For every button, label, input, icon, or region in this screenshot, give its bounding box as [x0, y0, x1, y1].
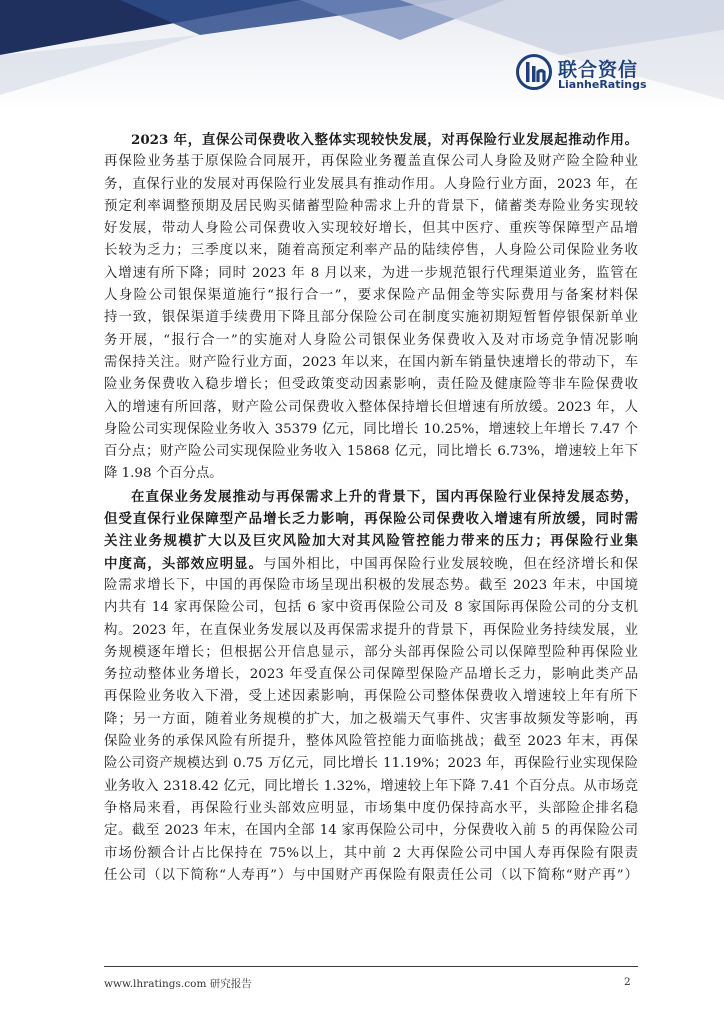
- paragraph-line: 降 1.98 个百分点。: [104, 466, 223, 482]
- logo-english-name: LianheRatings: [558, 78, 647, 91]
- paragraph-line: 任公司（以下简称“人寿再”）与中国财产再保险有限责任公司（以下简称“财产再”）: [104, 867, 638, 883]
- paragraph-line: 入的增速有所回落，财产险公司保费收入整体保持增长但增速有所放缓。2023 年，人: [104, 399, 638, 415]
- paragraph-line: 险公司资产规模达到 0.75 万亿元，同比增长 11.19%；2023 年，再保险行业实现保险: [104, 756, 638, 772]
- lianhe-logo: [516, 54, 676, 94]
- paragraph-line: [104, 129, 638, 151]
- paragraph-line: 长较为乏力；三季度以来，随着高预定利率产品的陆续停售，人身险公司保险业务收: [104, 243, 638, 259]
- paragraph-line: 再保险业务收入下滑，受上述因素影响，再保险公司整体保费收入增速较上年有所下: [104, 689, 638, 705]
- paragraph-line: 构。2023 年，在直保业务发展以及再保需求提升的背景下，再保险业务持续发展，业: [104, 622, 638, 638]
- paragraph-line: 百分点；财产险公司实现保险业务收入 15868 亿元，同比增长 6.73%，增速较上年下: [104, 444, 638, 460]
- paragraph-line: [104, 486, 638, 508]
- paragraph-line: 定。截至 2023 年末，在国内全部 14 家再保险公司中，分保费收入前 5 的再保险公司: [104, 823, 638, 839]
- paragraph-line: 争格局来看，再保险行业头部效应明显，市场集中度仍保持高水平，头部险企排名稳: [104, 800, 638, 816]
- paragraph-line: 保险业务的承保风险有所提升，整体风险管控能力面临挑战；截至 2023 年末，再保: [104, 734, 638, 750]
- paragraph-text: 与国外相比，中国再保险行业发展较晚，但在经济增长和保: [263, 556, 639, 572]
- bold-lead: 中度高，头部效应明显。: [104, 555, 264, 572]
- paragraph-line: 预定利率调整预期及居民购买储蓄型险种需求上升的背景下，储蓄类寿险业务实现较: [104, 198, 638, 214]
- paragraph-line: 降；另一方面，随着业务规模的扩大，加之极端天气事件、灾害事故频发等影响，再: [104, 711, 638, 727]
- paragraph-line: 需保持关注。财产险行业方面，2023 年以来，在国内新车销量快速增长的带动下，车: [104, 354, 638, 370]
- report-body: [104, 129, 638, 887]
- paragraph-line: 好发展，带动人身险公司保费收入实现较好增长，但其中医疗、重疾等保障型产品增: [104, 221, 638, 237]
- paragraph-line: [104, 508, 638, 530]
- paragraph-line: 再保险业务基于原保险合同展开，再保险业务覆盖直保公司人身险及财产险全险种业: [104, 154, 638, 170]
- footer-divider: [104, 966, 638, 967]
- paragraph-line: [104, 530, 638, 552]
- paragraph-line: 务拉动整体业务增长，2023 年受直保公司保障型保险产品增长乏力，影响此类产品: [104, 667, 638, 683]
- paragraph-line: 务规模逐年增长；但根据公开信息显示，部分头部再保险公司以保障型险种再保险业: [104, 644, 638, 660]
- paragraph-line: [104, 553, 638, 575]
- paragraph-line: 持一致，银保渠道手续费用下降且部分保险公司在制度实施初期短暂暂停银保新单业: [104, 310, 638, 326]
- paragraph-line: 务，直保行业的发展对再保险行业发展具有推动作用。人身险行业方面，2023 年，在: [104, 176, 638, 192]
- paragraph-2: [104, 486, 638, 887]
- paragraph-line: 人身险公司银保渠道施行“报行合一”，要求保险产品佣金等实际费用与备案材料保: [104, 288, 638, 304]
- page-number: 2: [624, 976, 631, 988]
- logo-chinese-name: 联合资信: [558, 59, 639, 81]
- bold-lead: 2023 年，直保公司保费收入整体实现较快发展，对再保险行业发展起推动作用。: [131, 132, 638, 148]
- paragraph-line: 险需求增长下，中国的再保险市场呈现出积极的发展态势。截至 2023 年末，中国境: [104, 577, 638, 593]
- bold-lead: 在直保业务发展推动与再保需求上升的背景下，国内再保险行业保持发展态势，: [131, 488, 638, 505]
- paragraph-line: 内共有 14 家再保险公司，包括 6 家中资再保险公司及 8 家国际再保险公司的分支机: [104, 600, 638, 616]
- paragraph-line: 险业务保费收入稳步增长；但受政策变动因素影响，责任险及健康险等非车险保费收: [104, 377, 638, 393]
- paragraph-1: [104, 129, 638, 486]
- paragraph-line: 入增速有所下降；同时 2023 年 8 月以来，为进一步规范银行代理渠道业务，监管在: [104, 265, 638, 281]
- bold-lead: 但受直保行业保障型产品增长乏力影响，再保险公司保费收入增速有所放缓，同时需: [104, 511, 638, 528]
- footer-source: www.lhratings.com 研究报告: [104, 978, 252, 990]
- paragraph-line: 业务收入 2318.42 亿元，同比增长 1.32%，增速较上年下降 7.41 个百分点。从市场竞: [104, 778, 638, 794]
- paragraph-line: 市场份额合计占比保持在 75%以上，其中前 2 大再保险公司中国人寿再保险有限责: [104, 845, 638, 861]
- lh-logo-icon: [516, 54, 552, 90]
- bold-lead: 关注业务规模扩大以及巨灾风险加大对其风险管控能力带来的压力；再保险行业集: [104, 533, 638, 550]
- paragraph-line: 身险公司实现保险业务收入 35379 亿元，同比增长 10.25%，增速较上年增长 7.47 个: [104, 421, 638, 437]
- paragraph-line: 务开展，“报行合一”的实施对人身险公司银保业务保费收入及对市场竞争情况影响: [104, 332, 638, 348]
